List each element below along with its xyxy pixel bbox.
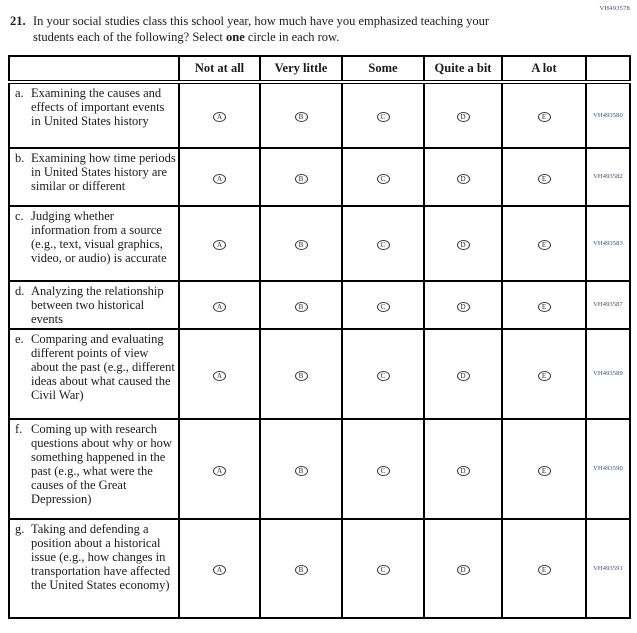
row-text: Comparing and evaluating different points of view about the past (e.g., different ideas about what caused the Civil War) xyxy=(31,331,175,402)
question-text-start: In your social studies class this school year, how much have you emphasized teaching your students each of the following? Select xyxy=(33,14,489,45)
answer-circle-b[interactable]: B xyxy=(295,302,308,312)
table-row-a xyxy=(9,82,630,148)
answer-circle-b[interactable]: B xyxy=(295,466,308,476)
question-block xyxy=(0,0,637,46)
answer-circle-c[interactable]: C xyxy=(377,565,390,575)
header-row xyxy=(9,56,630,82)
stem-column-header xyxy=(9,56,179,82)
row-code: VH493580 xyxy=(586,82,630,148)
table-row-c xyxy=(9,206,630,281)
answer-circle-a[interactable]: A xyxy=(213,565,226,575)
answer-circle-e[interactable]: E xyxy=(538,466,551,476)
answer-circle-e[interactable]: E xyxy=(538,302,551,312)
answer-circle-b[interactable]: B xyxy=(295,565,308,575)
column-header-not-at-all: Not at all xyxy=(179,56,260,82)
question-number: 21. xyxy=(10,14,26,28)
row-code: VH493583 xyxy=(586,206,630,281)
answer-circle-a[interactable]: A xyxy=(213,466,226,476)
question-id-code: VH493578 xyxy=(599,5,630,12)
column-header-very-little: Very little xyxy=(260,56,342,82)
answer-circle-c[interactable]: C xyxy=(377,240,390,250)
answer-circle-d[interactable]: D xyxy=(457,565,470,575)
row-code: VH493582 xyxy=(586,148,630,206)
table-row-f xyxy=(9,419,630,519)
answer-circle-e[interactable]: E xyxy=(538,174,551,184)
response-grid xyxy=(8,55,631,619)
answer-circle-b[interactable]: B xyxy=(295,240,308,250)
row-code: VH493587 xyxy=(586,281,630,329)
table-row-e xyxy=(9,329,630,419)
row-code: VH493589 xyxy=(586,329,630,419)
answer-circle-b[interactable]: B xyxy=(295,371,308,381)
row-text: Judging whether information from a source (e.g., text, visual graphics, video, or audio) is accurate xyxy=(31,208,167,265)
answer-circle-b[interactable]: B xyxy=(295,112,308,122)
answer-circle-d[interactable]: D xyxy=(457,112,470,122)
code-column-header xyxy=(586,56,630,82)
table-row-g xyxy=(9,519,630,618)
column-header-some: Some xyxy=(342,56,424,82)
row-text: Coming up with research questions about why or how something happened in the past (e.g., what were the causes of the Great Depression) xyxy=(31,421,172,506)
row-letter: d. xyxy=(15,283,25,298)
answer-circle-b[interactable]: B xyxy=(295,174,308,184)
row-letter: e. xyxy=(15,331,24,346)
answer-circle-a[interactable]: A xyxy=(213,302,226,312)
answer-circle-a[interactable]: A xyxy=(213,371,226,381)
answer-circle-c[interactable]: C xyxy=(377,174,390,184)
answer-circle-c[interactable]: C xyxy=(377,371,390,381)
answer-circle-d[interactable]: D xyxy=(457,174,470,184)
answer-circle-d[interactable]: D xyxy=(457,371,470,381)
answer-circle-a[interactable]: A xyxy=(213,240,226,250)
row-text: Examining the causes and effects of important events in United States history xyxy=(31,85,165,128)
answer-circle-d[interactable]: D xyxy=(457,466,470,476)
row-letter: g. xyxy=(15,521,25,536)
row-letter: a. xyxy=(15,85,24,100)
answer-circle-c[interactable]: C xyxy=(377,302,390,312)
row-letter: f. xyxy=(15,421,23,436)
answer-circle-e[interactable]: E xyxy=(538,240,551,250)
answer-circle-d[interactable]: D xyxy=(457,302,470,312)
answer-circle-c[interactable]: C xyxy=(377,466,390,476)
row-text: Analyzing the relationship between two historical events xyxy=(31,283,164,326)
row-letter: c. xyxy=(15,208,24,223)
question-text-bold-word: one xyxy=(226,30,245,45)
row-text: Taking and defending a position about a historical issue (e.g., how changes in transportation have affected the United States economy) xyxy=(31,521,171,592)
column-header-quite-a-bit: Quite a bit xyxy=(424,56,502,82)
answer-circle-a[interactable]: A xyxy=(213,174,226,184)
column-header-a-lot: A lot xyxy=(502,56,586,82)
answer-circle-e[interactable]: E xyxy=(538,112,551,122)
question-text xyxy=(33,13,511,46)
answer-circle-e[interactable]: E xyxy=(538,565,551,575)
row-text: Examining how time periods in United States history are similar or different xyxy=(31,150,176,193)
row-code: VH493590 xyxy=(586,419,630,519)
answer-circle-d[interactable]: D xyxy=(457,240,470,250)
row-code: VH493591 xyxy=(586,519,630,618)
answer-circle-c[interactable]: C xyxy=(377,112,390,122)
table-row-b xyxy=(9,148,630,206)
question-text-end: circle in each row. xyxy=(244,30,340,45)
row-letter: b. xyxy=(15,150,25,165)
answer-circle-a[interactable]: A xyxy=(213,112,226,122)
answer-circle-e[interactable]: E xyxy=(538,371,551,381)
table-row-d xyxy=(9,281,630,329)
